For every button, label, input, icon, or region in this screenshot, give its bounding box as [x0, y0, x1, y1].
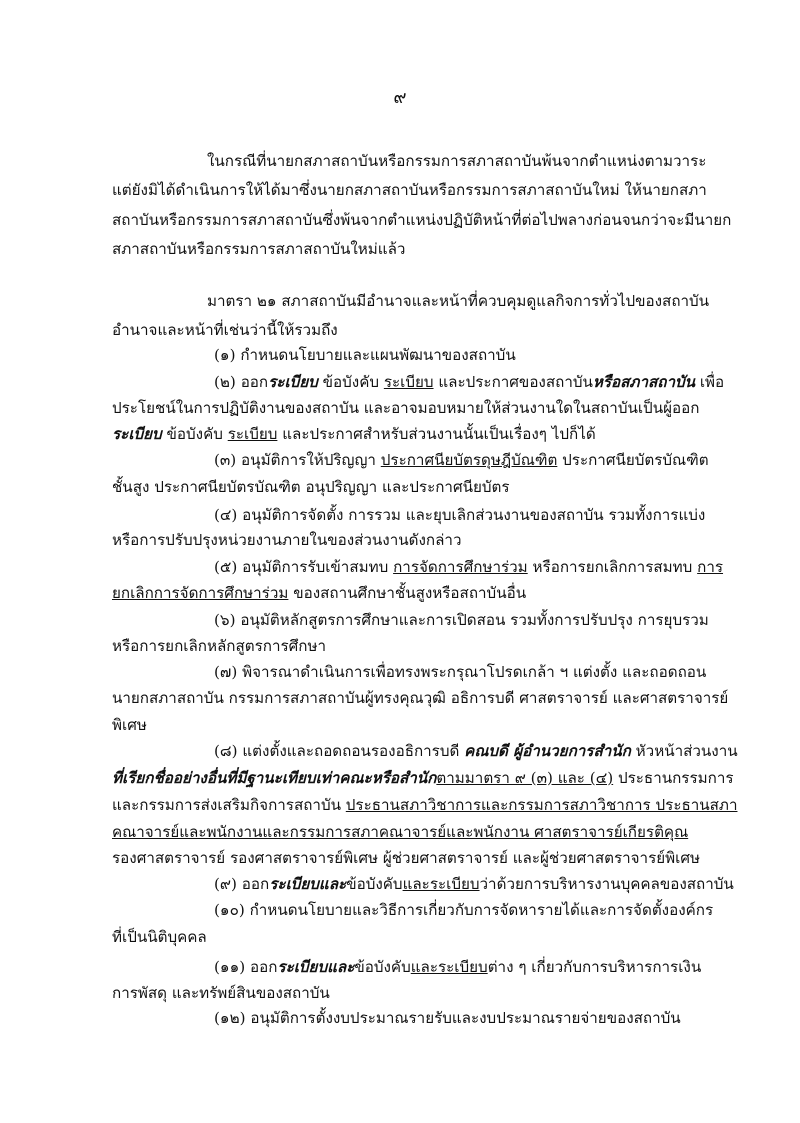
- item-8-line4: [112, 822, 688, 842]
- item-6-line1: (๖) อนุมัติหลักสูตรการศึกษาและการเปิดสอน รวมทั้งการปรับปรุง การยุบรวม: [214, 611, 709, 629]
- para1-line4: สภาสถาบันหรือกรรมการสภาสถาบันใหม่แล้ว: [112, 240, 406, 258]
- struck-text: ที่เรียกชื่ออย่างอื่นที่มีฐานะเทียบเท่าคณะหรือสำนัก: [112, 769, 437, 787]
- item-8-line3: [112, 795, 737, 815]
- item-10-line1: (๑๐) กำหนดนโยบายและวิธีการเกี่ยวกับการจัดหารายได้และการจัดตั้งองค์กร: [214, 901, 714, 919]
- item-2-prefix: (๒) ออก: [214, 373, 269, 391]
- inserted-text: ยกเลิกการจัดการศึกษาร่วม: [112, 584, 289, 602]
- item-2-text: เพื่อ: [695, 373, 725, 391]
- item-8-text: (๘) แต่งตั้งและถอดถอนรองอธิการบดี: [214, 742, 465, 760]
- struck-text: หรือสภาสถาบัน: [592, 373, 695, 391]
- item-2-line1: [214, 372, 724, 392]
- inserted-text: การ: [697, 558, 724, 576]
- item-11-text: (๑๑) ออก: [214, 958, 278, 976]
- struck-text: ระเบียบและ: [277, 958, 355, 976]
- inserted-text: ประกาศนียบัตรดุษฎีบัณฑิต: [380, 451, 558, 469]
- struck-text: ระเบียบ: [112, 425, 162, 443]
- item-11-text: ต่าง ๆ เกี่ยวกับการบริหารการเงิน: [487, 958, 702, 976]
- para1-line1: ในกรณีที่นายกสภาสถาบันหรือกรรมการสภาสถาบันพ้นจากตำแหน่งตามวาระ: [207, 152, 707, 170]
- item-9-text: ว่าด้วยการบริหารงานบุคคลของสถาบัน: [479, 875, 734, 893]
- item-11-line1: [214, 957, 701, 977]
- item-9-text: ข้อบังคับ: [346, 875, 403, 893]
- item-4-line1: (๔) อนุมัติการจัดตั้ง การรวม และยุบเลิกส่วนงานของสถาบัน รวมทั้งการแบ่ง: [214, 506, 706, 524]
- item-10-line2: ที่เป็นนิติบุคคล: [112, 928, 207, 946]
- item-3-line2: ชั้นสูง ประกาศนียบัตรบัณฑิต อนุปริญญา และประกาศนียบัตร: [112, 478, 510, 496]
- inserted-text: และระเบียบ: [410, 958, 488, 976]
- item-11-line2: การพัสดุ และทรัพย์สินของสถาบัน: [112, 984, 330, 1002]
- item-1: (๑) กำหนดนโยบายและแผนพัฒนาของสถาบัน: [214, 346, 516, 364]
- item-8-line5: รองศาสตราจารย์ รองศาสตราจารย์พิเศษ ผู้ช่วยศาสตราจารย์ และผู้ช่วยศาสตราจารย์พิเศษ: [112, 849, 700, 867]
- inserted-text: คณาจารย์และพนักงานและกรรมการสภาคณาจารย์และพนักงาน ศาสตราจารย์เกียรติคุณ: [112, 823, 689, 841]
- inserted-text: ประธานสภาวิชาการและกรรมการสภาวิชาการ ประธานสภา: [345, 796, 738, 814]
- item-2-text: และประกาศสำหรับส่วนงานนั้นเป็นเรื่องๆ ไปก็ได้: [277, 425, 596, 443]
- item-5-text: ของสถานศึกษาชั้นสูงหรือสถาบันอื่น: [288, 584, 527, 602]
- item-5-line2: [112, 583, 526, 603]
- item-8-text: และกรรมการส่งเสริมกิจการสถาบัน: [112, 796, 346, 814]
- section21-intro-line2: อำนาจและหน้าที่เช่นว่านี้ให้รวมถึง: [112, 321, 338, 339]
- inserted-text: ตามมาตรา ๙ (๓) และ (๔): [436, 769, 614, 787]
- inserted-text: การจัดการศึกษาร่วม: [393, 558, 528, 576]
- inserted-text: ระเบียบ: [383, 373, 434, 391]
- item-8-line1: [214, 741, 738, 761]
- item-5-line1: [214, 557, 723, 577]
- item-9: [214, 874, 734, 894]
- item-2-text: ข้อบังคับ: [317, 373, 384, 391]
- item-9-text: (๙) ออก: [214, 875, 270, 893]
- para1-line3: สถาบันหรือกรรมการสภาสถาบันซึ่งพ้นจากตำแหน่งปฏิบัติหน้าที่ต่อไปพลางก่อนจนกว่าจะมีนายก: [112, 211, 732, 229]
- item-3-line1: [214, 450, 709, 470]
- item-8-line2: [112, 768, 734, 788]
- item-6-line2: หรือการยกเลิกหลักสูตรการศึกษา: [112, 637, 327, 655]
- item-7-line2: นายกสภาสถาบัน กรรมการสภาสถาบันผู้ทรงคุณวุฒิ อธิการบดี ศาสตราจารย์ และศาสตราจารย์: [112, 689, 729, 707]
- struck-text: ระเบียบและ: [269, 875, 347, 893]
- item-7-line3: พิเศษ: [112, 716, 147, 734]
- page-number: ๙: [393, 87, 407, 108]
- struck-text: ระเบียบ: [268, 373, 318, 391]
- para1-line2: แต่ยังมิได้ดำเนินการให้ได้มาซึ่งนายกสภาสถาบันหรือกรรมการสภาสถาบันใหม่ ให้นายกสภา: [112, 181, 707, 199]
- inserted-text: และระเบียบ: [402, 875, 480, 893]
- struck-text: คณบดี ผู้อำนวยการสำนัก: [464, 742, 631, 760]
- item-4-line2: หรือการปรับปรุงหน่วยงานภายในของส่วนงานดังกล่าว: [112, 531, 462, 549]
- item-2-text: ข้อบังคับ: [161, 425, 228, 443]
- item-8-text: หัวหน้าส่วนงาน: [630, 742, 738, 760]
- item-8-text: ประธานกรรมการ: [613, 769, 734, 787]
- item-3-text: (๓) อนุมัติการให้ปริญญา: [214, 451, 381, 469]
- item-2-line3: [112, 424, 596, 444]
- item-3-text: ประกาศนียบัตรบัณฑิต: [557, 451, 709, 469]
- item-2-text: และประกาศของสถาบัน: [433, 373, 593, 391]
- inserted-text: ระเบียบ: [227, 425, 278, 443]
- item-2-line2: ประโยชน์ในการปฏิบัติงานของสถาบัน และอาจมอบหมายให้ส่วนงานใดในสถาบันเป็นผู้ออก: [112, 399, 700, 417]
- item-11-text: ข้อบังคับ: [354, 958, 411, 976]
- item-5-text: (๕) อนุมัติการรับเข้าสมทบ: [214, 558, 394, 576]
- item-7-line1: (๗) พิจารณาดำเนินการเพื่อทรงพระกรุณาโปรดเกล้า ฯ แต่งตั้ง และถอดถอน: [214, 663, 707, 681]
- section21-heading: มาตรา ๒๑ สภาสถาบันมีอำนาจและหน้าที่ควบคุมดูแลกิจการทั่วไปของสถาบัน: [207, 292, 710, 310]
- item-12: (๑๒) อนุมัติการตั้งงบประมาณรายรับและงบประมาณรายจ่ายของสถาบัน: [214, 1009, 681, 1027]
- item-5-text: หรือการยกเลิกการสมทบ: [527, 558, 698, 576]
